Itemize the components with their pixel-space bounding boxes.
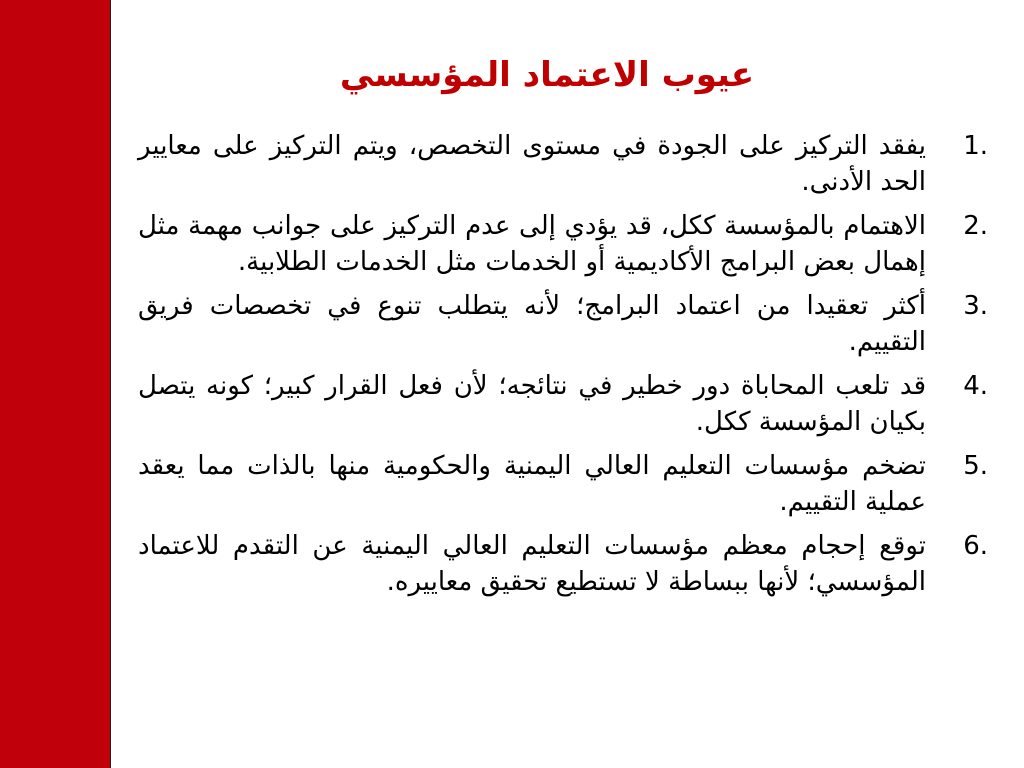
list-item-text: أكثر تعقيدا من اعتماد البرامج؛ لأنه يتطلب تنوع في تخصصات فريق التقييم.	[138, 291, 926, 357]
list-item-number: 3.	[963, 291, 988, 321]
list-item-number: 5.	[963, 451, 988, 481]
list-item-text: الاهتمام بالمؤسسة ككل، قد يؤدي إلى عدم التركيز على جوانب مهمة مثل إهمال بعض البرامج الأكاديمية أو الخدمات مثل الخدمات الطلابية.	[138, 211, 926, 277]
side-accent-bar	[0, 0, 110, 768]
list-item	[138, 448, 988, 520]
list-item	[138, 128, 988, 200]
list-item-text: قد تلعب المحاباة دور خطير في نتائجه؛ لأن فعل القرار كبير؛ كونه يتصل بكيان المؤسسة ككل.	[138, 371, 926, 437]
list-item-text: توقع إحجام معظم مؤسسات التعليم العالي اليمنية عن التقدم للاعتماد المؤسسي؛ لأنها ببساطة لا تستطيع تحقيق معاييره.	[138, 531, 926, 597]
list-item	[138, 528, 988, 600]
list-item-number: 2.	[963, 211, 988, 241]
list-item	[138, 368, 988, 440]
slide-title: عيوب الاعتماد المؤسسي	[339, 55, 755, 95]
list-item-number: 4.	[963, 371, 988, 401]
defects-list	[138, 128, 988, 608]
list-item	[138, 208, 988, 280]
list-item-number: 6.	[963, 531, 988, 561]
list-item-text: تضخم مؤسسات التعليم العالي اليمنية والحكومية منها بالذات مما يعقد عملية التقييم.	[138, 451, 926, 517]
list-item-text: يفقد التركيز على الجودة في مستوى التخصص، ويتم التركيز على معايير الحد الأدنى.	[138, 131, 926, 197]
list-item	[138, 288, 988, 360]
list-item-number: 1.	[963, 131, 988, 161]
